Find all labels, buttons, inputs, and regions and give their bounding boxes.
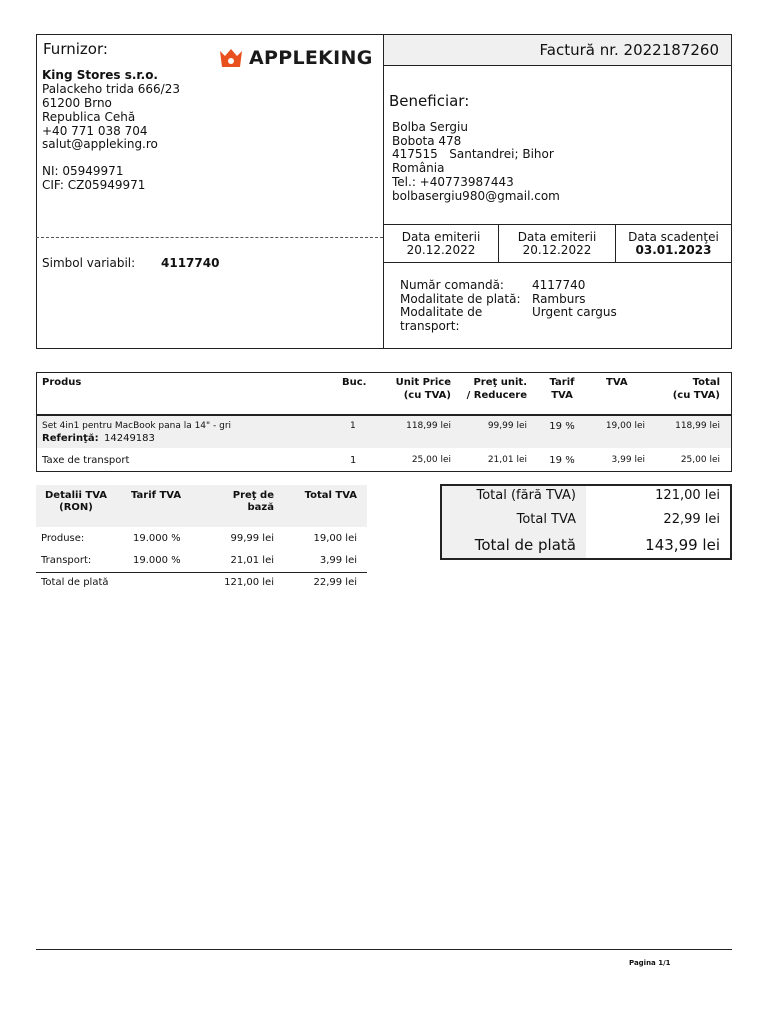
issue-date-value-2: 20.12.2022 — [522, 243, 592, 257]
col-vat-header: TVA — [606, 377, 628, 388]
vat-base-header-2: bază — [247, 502, 274, 513]
supplier-phone: +40 771 038 704 — [42, 124, 148, 138]
order-number-label: Număr comandă: — [400, 278, 504, 292]
item-1-rate: 19 % — [549, 421, 575, 432]
vat-footer-label: Total de plată — [41, 577, 109, 588]
supplier-ni: NI: 05949971 — [42, 164, 124, 178]
total-vat-value: 22,99 lei — [663, 512, 720, 527]
vat-rate-header: Tarif TVA — [131, 490, 182, 501]
col-rate-header-1: Tarif — [549, 377, 575, 388]
supplier-separator — [36, 237, 383, 238]
item-1-vat: 19,00 lei — [605, 421, 645, 431]
col-product-header: Produs — [42, 377, 82, 388]
due-date-value: 03.01.2023 — [635, 243, 712, 257]
supplier-name: King Stores s.r.o. — [42, 68, 158, 82]
supplier-email: salut@appleking.ro — [42, 137, 158, 151]
variable-symbol-label: Simbol variabil: — [42, 256, 136, 270]
vat-row-2-label: Transport: — [41, 555, 92, 566]
vat-row-1-total: 19,00 lei — [313, 533, 357, 544]
col-price-unit-header-1: Preţ unit. — [473, 377, 527, 388]
issue-date-label-2: Data emiterii — [517, 230, 597, 244]
dates-bottom-line — [383, 262, 732, 263]
header-divider — [383, 34, 384, 349]
transport-method-label-2: transport: — [400, 319, 460, 333]
col-total-header-1: Total — [692, 377, 720, 388]
col-qty-header: Buc. — [342, 377, 367, 388]
invoice-title: Factură nr. 2022187260 — [539, 41, 719, 59]
beneficiary-country: România — [392, 161, 445, 175]
col-rate-header-2: TVA — [551, 390, 573, 401]
payment-method-label: Modalitate de plată: — [400, 292, 521, 306]
item-1-ref-value: 14249183 — [104, 433, 155, 444]
vat-base-header-1: Preţ de — [232, 490, 274, 501]
vat-footer-line — [36, 572, 367, 573]
beneficiary-address-2: 417515 Santandrei; Bihor — [392, 147, 554, 161]
vat-row-1-label: Produse: — [41, 533, 85, 544]
vat-footer-total: 22,99 lei — [313, 577, 357, 588]
item-1-product: Set 4in1 pentru MacBook pana la 14" - gri — [42, 421, 232, 431]
issue-date-label-1: Data emiterii — [401, 230, 481, 244]
transport-method-label-1: Modalitate de — [400, 305, 483, 319]
vat-row-2-rate: 19.000 % — [133, 555, 181, 566]
due-date-label: Data scadenţei — [628, 230, 719, 244]
order-number-value: 4117740 — [532, 278, 586, 292]
vat-row-2-base: 21,01 lei — [230, 555, 274, 566]
vat-row-1-rate: 19.000 % — [133, 533, 181, 544]
total-pay-value: 143,99 lei — [645, 536, 720, 554]
crown-icon — [219, 48, 243, 68]
item-2-total: 25,00 lei — [680, 455, 720, 465]
dates-top-line — [383, 224, 732, 225]
beneficiary-phone: Tel.: +40773987443 — [392, 175, 514, 189]
item-1-unit-price: 118,99 lei — [406, 421, 451, 431]
item-2-vat: 3,99 lei — [611, 455, 645, 465]
vat-details-header-2: (RON) — [59, 502, 93, 513]
vat-total-header: Total TVA — [304, 490, 357, 501]
variable-symbol-value: 4117740 — [161, 256, 220, 270]
col-unit-price-header-1: Unit Price — [395, 377, 451, 388]
item-2-rate: 19 % — [549, 455, 575, 466]
item-2-product: Taxe de transport — [42, 455, 130, 466]
vat-footer-base: 121,00 lei — [224, 577, 274, 588]
beneficiary-name: Bolba Sergiu — [392, 120, 468, 134]
payment-method-value: Ramburs — [532, 292, 586, 306]
logo-text: APPLEKING — [249, 47, 373, 69]
item-1-ref-label: Referinţă: — [42, 433, 99, 444]
item-1-total: 118,99 lei — [675, 421, 720, 431]
beneficiary-heading: Beneficiar: — [389, 92, 470, 110]
invoice-title-line — [383, 65, 732, 66]
beneficiary-address-1: Bobota 478 — [392, 134, 462, 148]
item-1-qty: 1 — [350, 421, 356, 431]
supplier-address-1: Palackeho trida 666/23 — [42, 82, 180, 96]
total-pay-label: Total de plată — [474, 536, 576, 554]
supplier-cif: CIF: CZ05949971 — [42, 178, 146, 192]
total-net-value: 121,00 lei — [655, 488, 720, 503]
footer-line — [36, 949, 732, 950]
issue-date-value-1: 20.12.2022 — [406, 243, 476, 257]
vat-row-2-total: 3,99 lei — [319, 555, 357, 566]
item-2-unit-price: 25,00 lei — [411, 455, 451, 465]
supplier-address-2: 61200 Brno — [42, 96, 112, 110]
appleking-logo — [219, 46, 373, 70]
supplier-address-3: Republica Cehă — [42, 110, 136, 124]
vat-details-header-1: Detalii TVA — [45, 490, 107, 501]
total-vat-label: Total TVA — [516, 512, 576, 527]
col-price-unit-header-2: / Reducere — [466, 390, 527, 401]
beneficiary-email: bolbasergiu980@gmail.com — [392, 189, 560, 203]
col-unit-price-header-2: (cu TVA) — [403, 390, 451, 401]
item-2-qty: 1 — [350, 455, 357, 466]
transport-method-value: Urgent cargus — [532, 305, 617, 319]
item-2-price-unit: 21,01 lei — [487, 455, 527, 465]
supplier-heading: Furnizor: — [43, 40, 108, 58]
page-number: Pagina 1/1 — [629, 959, 671, 967]
total-net-label: Total (fără TVA) — [476, 488, 576, 503]
col-total-header-2: (cu TVA) — [672, 390, 720, 401]
item-1-price-unit: 99,99 lei — [487, 421, 527, 431]
vat-row-1-base: 99,99 lei — [230, 533, 274, 544]
